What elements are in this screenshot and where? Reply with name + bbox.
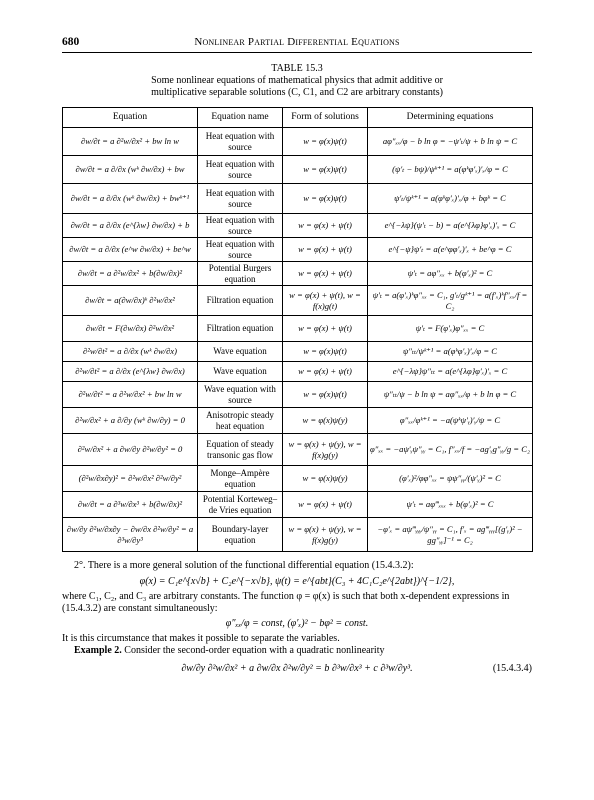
column-header: Determining equations — [368, 108, 533, 128]
running-title: Nonlinear Partial Differential Equations — [194, 36, 400, 48]
equation-name-cell: Heat equation with source — [198, 238, 283, 262]
table-caption-title: TABLE 15.3 — [271, 63, 323, 74]
table-row — [63, 286, 533, 316]
equation-cell: ∂w/∂t = a ∂/∂x (e^{λw} ∂w/∂x) + b — [63, 214, 198, 238]
body-text — [62, 560, 532, 677]
table-row — [63, 128, 533, 156]
equation-name-cell: Heat equation with source — [198, 214, 283, 238]
solution-form-cell: w = φ(x) + ψ(t) — [283, 362, 368, 382]
solution-form-cell: w = φ(x)ψ(t) — [283, 156, 368, 184]
example-heading — [62, 645, 532, 657]
determining-equations-cell: ψ′ₜ/ψᵏ⁺¹ = a(φᵏφ′ₓ)′ₓ/φ + bφᵏ = C — [368, 184, 533, 214]
equation-cell: ∂²w/∂t² = a ∂²w/∂x² + bw ln w — [63, 382, 198, 408]
paragraph-separation: It is this circumstance that makes it possible to separate the variables. — [62, 633, 340, 644]
column-header: Form of solutions — [283, 108, 368, 128]
solution-form-cell: w = φ(x) + ψ(t) — [283, 316, 368, 342]
column-header: Equation — [63, 108, 198, 128]
equation-cell: ∂²w/∂x² + a ∂w/∂y ∂²w/∂y² = 0 — [63, 434, 198, 466]
table-row — [63, 342, 533, 362]
table-row — [63, 214, 533, 238]
solution-form-cell: w = φ(x)ψ(t) — [283, 128, 368, 156]
equation-name-cell: Heat equation with source — [198, 184, 283, 214]
equation-name-cell: Potential Korteweg–de Vries equation — [198, 492, 283, 518]
equation-number: (15.4.3.4) — [492, 663, 532, 674]
determining-equations-cell: e^{−ψ}ψ′ₜ = a(e^φφ′ₓ)′ₓ + be^φ = C — [368, 238, 533, 262]
equation-name-cell: Potential Burgers equation — [198, 262, 283, 286]
equation-cell: ∂w/∂t = a ∂²w/∂x² + b(∂w/∂x)² — [63, 262, 198, 286]
solution-form-cell: w = φ(x) + ψ(t) — [283, 238, 368, 262]
equation-cell: ∂²w/∂x² + a ∂/∂y (wᵏ ∂w/∂y) = 0 — [63, 408, 198, 434]
solution-form-cell: w = φ(x)ψ(y) — [283, 408, 368, 434]
equation-name-cell: Anisotropic steady heat equation — [198, 408, 283, 434]
solution-form-cell: w = φ(x)ψ(y) — [283, 466, 368, 492]
determining-equations-cell: −φ′ₓ = aψ‴ᵧᵧᵧ/ψ″ᵧᵧ = C₁, f′ₓ = ag‴ᵧᵧᵧ[(g′ᵧ)² − gg″ᵧᵧ]⁻¹ = C₂ — [368, 518, 533, 552]
table-row — [63, 492, 533, 518]
equation-cell: ∂w/∂y ∂²w/∂x∂y − ∂w/∂x ∂²w/∂y² = a ∂³w/∂y³ — [63, 518, 198, 552]
equation-cell: ∂w/∂t = F(∂w/∂x) ∂²w/∂x² — [63, 316, 198, 342]
determining-equations-cell: ψ′ₜ = aφ‴ₓₓₓ + b(φ′ₓ)² = C — [368, 492, 533, 518]
formula-example-equation — [62, 663, 532, 677]
equation-name-cell: Filtration equation — [198, 316, 283, 342]
equation-name-cell: Equation of steady transonic gas flow — [198, 434, 283, 466]
table-row — [63, 518, 533, 552]
formula-constants: φ″ₓₓ/φ = const, (φ′ₓ)² − bφ² = const. — [225, 618, 369, 629]
equation-cell: ∂w/∂t = a(∂w/∂x)ᵏ ∂²w/∂x² — [63, 286, 198, 316]
determining-equations-cell: (φ′ₓ)²/φφ″ₓₓ = ψψ″ᵧᵧ/(ψ′ᵧ)² = C — [368, 466, 533, 492]
determining-equations-cell: ψ″ₜₜ/ψᵏ⁺¹ = a(φᵏφ′ₓ)′ₓ/φ = C — [368, 342, 533, 362]
solution-form-cell: w = φ(x) + ψ(y), w = f(x)g(y) — [283, 434, 368, 466]
example-label: Example 2. — [74, 645, 122, 656]
determining-equations-cell: ψ′ₜ = F(φ′ₓ)φ″ₓₓ = C — [368, 316, 533, 342]
equation-cell: ∂w/∂t = a ∂/∂x (e^w ∂w/∂x) + be^w — [63, 238, 198, 262]
equation-name-cell: Filtration equation — [198, 286, 283, 316]
solution-form-cell: w = φ(x) + ψ(t) — [283, 262, 368, 286]
table-row — [63, 238, 533, 262]
solution-form-cell: w = φ(x) + ψ(t), w = f(x)g(t) — [283, 286, 368, 316]
table-caption-line1: Some nonlinear equations of mathematical physics that admit additive or — [151, 75, 443, 86]
solution-form-cell: w = φ(x)ψ(t) — [283, 382, 368, 408]
equation-cell: (∂²w/∂x∂y)² = ∂²w/∂x² ∂²w/∂y² — [63, 466, 198, 492]
column-header: Equation name — [198, 108, 283, 128]
equation-cell: ∂w/∂t = a ∂³w/∂x³ + b(∂w/∂x)² — [63, 492, 198, 518]
table-row — [63, 466, 533, 492]
formula-example: ∂w/∂y ∂²w/∂x² + a ∂w/∂x ∂²w/∂y² = b ∂³w/∂x³ + c ∂³w/∂y³. — [181, 663, 413, 674]
determining-equations-cell: e^{−λψ}ψ″ₜₜ = a(e^{λφ}φ′ₓ)′ₓ = C — [368, 362, 533, 382]
equation-name-cell: Wave equation — [198, 342, 283, 362]
solution-form-cell: w = φ(x) + ψ(t) — [283, 492, 368, 518]
solution-form-cell: w = φ(x)ψ(t) — [283, 342, 368, 362]
table-row — [63, 382, 533, 408]
table-header-row — [63, 108, 533, 128]
table-row — [63, 362, 533, 382]
determining-equations-cell: φ″ₓₓ/φᵏ⁺¹ = −a(ψᵏψ′ᵧ)′ᵧ/ψ = C — [368, 408, 533, 434]
equation-cell: ∂²w/∂t² = a ∂/∂x (wᵏ ∂w/∂x) — [63, 342, 198, 362]
solution-form-cell: w = φ(x)ψ(t) — [283, 184, 368, 214]
equation-name-cell: Wave equation — [198, 362, 283, 382]
table-row — [63, 156, 533, 184]
solution-form-cell: w = φ(x) + ψ(t) — [283, 214, 368, 238]
equation-name-cell: Monge–Ampère equation — [198, 466, 283, 492]
determining-equations-cell: ψ″ₜₜ/ψ − b ln ψ = aφ″ₓₓ/φ + b ln φ = C — [368, 382, 533, 408]
determining-equations-cell: e^{−λψ}(ψ′ₜ − b) = a(e^{λφ}φ′ₓ)′ₓ = C — [368, 214, 533, 238]
determining-equations-cell: ψ′ₜ = aφ″ₓₓ + b(φ′ₓ)² = C — [368, 262, 533, 286]
determining-equations-cell: φ″ₓₓ = −aψ′ᵧψ″ᵧᵧ = C₁, f″ₓₓ/f = −ag′ᵧg″ᵧᵧ/g = C₂ — [368, 434, 533, 466]
page-number: 680 — [62, 36, 80, 48]
formula-phi-psi: φ(x) = C₁e^{x√b} + C₂e^{−x√b}, ψ(t) = e^{abt}(C₃ + 4C₁C₂e^{2abt})^{−1/2}, — [139, 576, 455, 587]
equation-cell: ∂²w/∂t² = a ∂/∂x (e^{λw} ∂w/∂x) — [63, 362, 198, 382]
paragraph-arbitrary-constants: where C₁, C₂, and C₃ are arbitrary constants. The function φ = φ(x) is such that both x-dependent expressions in (15.4.3.2) are constant simultaneously: — [62, 591, 510, 614]
equation-cell: ∂w/∂t = a ∂/∂x (wᵏ ∂w/∂x) + bwᵏ⁺¹ — [63, 184, 198, 214]
equation-name-cell: Wave equation with source — [198, 382, 283, 408]
equation-name-cell: Boundary-layer equation — [198, 518, 283, 552]
paragraph-more-general-solution: 2°. There is a more general solution of the functional differential equation (15.4.3.2): — [74, 560, 414, 571]
table-row — [63, 184, 533, 214]
equations-table — [62, 107, 533, 552]
determining-equations-cell: ψ′ₜ = a(φ′ₓ)ᵏφ″ₓₓ = C₁, g′ₜ/gᵏ⁺¹ = a(f′ₓ)ᵏf″ₓₓ/f = C₂ — [368, 286, 533, 316]
determining-equations-cell: (ψ′ₜ − bψ)/ψᵏ⁺¹ = a(φᵏφ′ₓ)′ₓ/φ = C — [368, 156, 533, 184]
table-row — [63, 262, 533, 286]
table-caption-line2: multiplicative separable solutions (C, C1, and C2 are arbitrary constants) — [151, 87, 443, 98]
equation-name-cell: Heat equation with source — [198, 128, 283, 156]
equation-cell: ∂w/∂t = a ∂²w/∂x² + bw ln w — [63, 128, 198, 156]
equation-cell: ∂w/∂t = a ∂/∂x (wᵏ ∂w/∂x) + bw — [63, 156, 198, 184]
running-header — [62, 34, 532, 53]
equation-name-cell: Heat equation with source — [198, 156, 283, 184]
table-row — [63, 408, 533, 434]
example-text: Consider the second-order equation with a quadratic nonlinearity — [124, 645, 385, 656]
table-row — [63, 434, 533, 466]
determining-equations-cell: aφ″ₓₓ/φ − b ln φ = −ψ′ₜ/ψ + b ln ψ = C — [368, 128, 533, 156]
solution-form-cell: w = φ(x) + ψ(y), w = f(x)g(y) — [283, 518, 368, 552]
table-row — [63, 316, 533, 342]
